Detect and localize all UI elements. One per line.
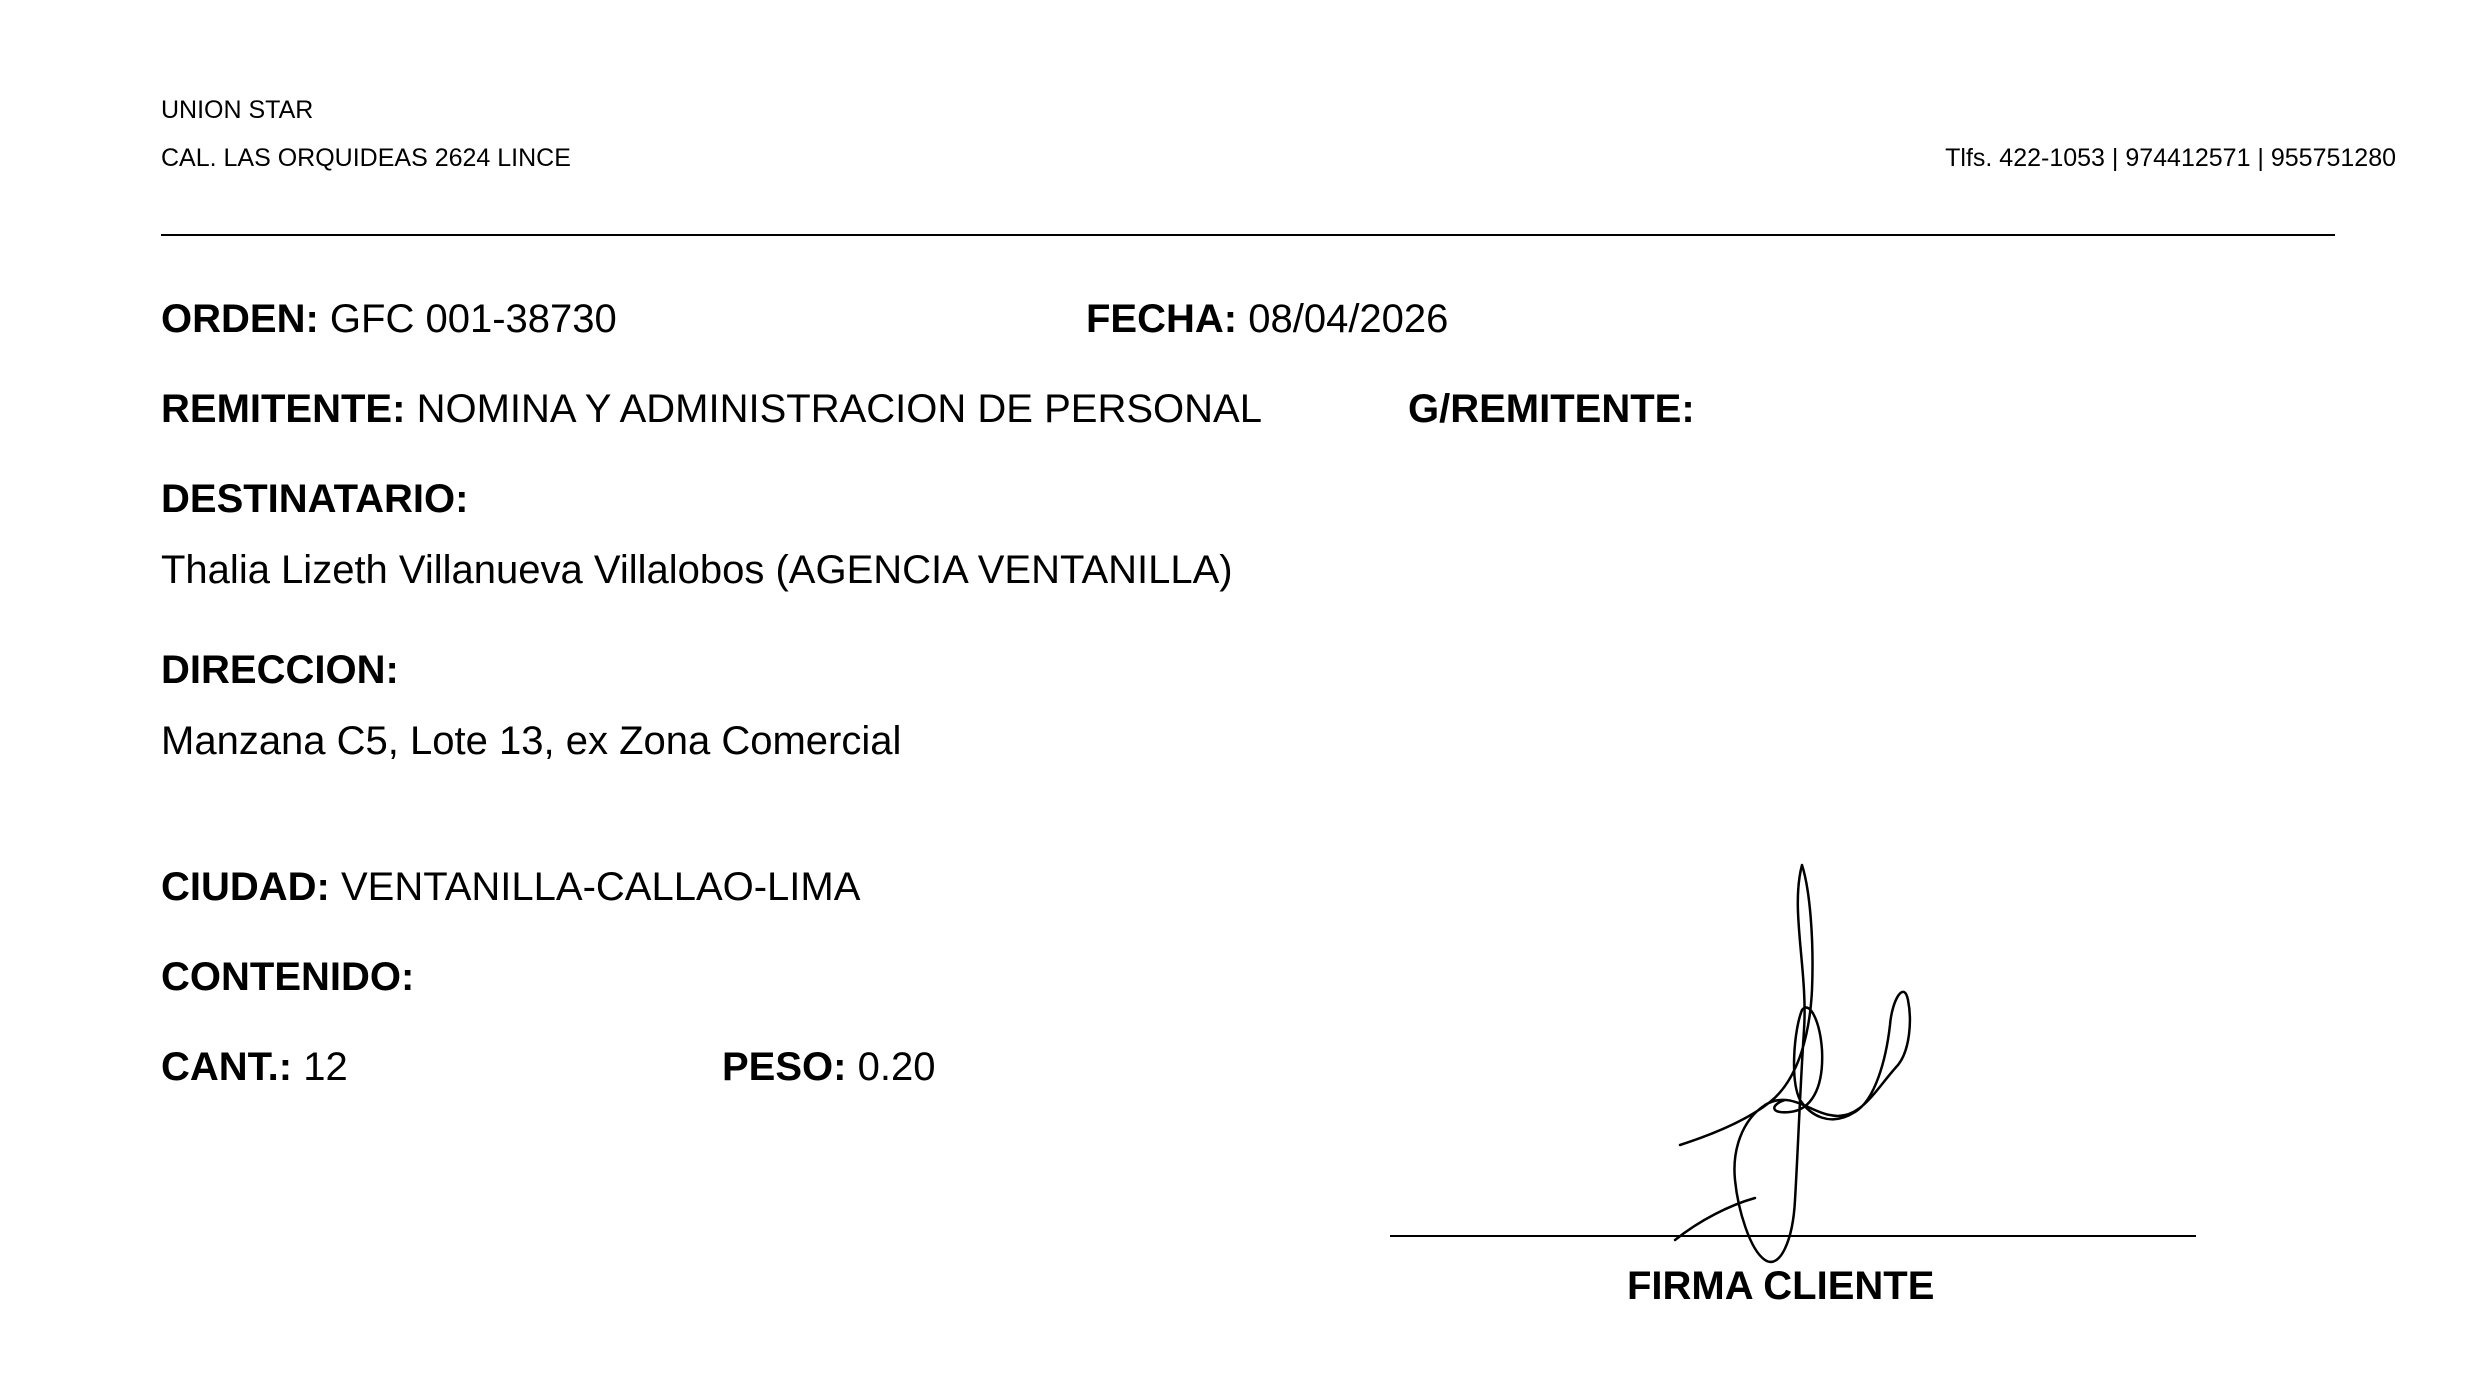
fecha-row	[1086, 295, 1448, 343]
peso-row	[722, 1043, 935, 1091]
ciudad-label: CIUDAD:	[161, 865, 330, 909]
company-name: UNION STAR	[161, 96, 314, 124]
orden-row	[161, 295, 617, 343]
signature-line	[1390, 1235, 2196, 1237]
cant-value: 12	[303, 1045, 348, 1089]
peso-label: PESO:	[722, 1045, 847, 1089]
direccion-label: DIRECCION:	[161, 648, 399, 692]
signature-caption: FIRMA CLIENTE	[1627, 1264, 1935, 1308]
direccion-value: Manzana C5, Lote 13, ex Zona Comercial	[161, 719, 902, 763]
destinatario-value: Thalia Lizeth Villanueva Villalobos (AGENCIA VENTANILLA)	[161, 548, 1233, 592]
contenido-label: CONTENIDO:	[161, 955, 415, 999]
remitente-label: REMITENTE:	[161, 387, 406, 431]
orden-label: ORDEN:	[161, 297, 319, 341]
remitente-value: NOMINA Y ADMINISTRACION DE PERSONAL	[416, 387, 1262, 431]
signature-scribble	[1660, 850, 1960, 1280]
header-divider	[161, 234, 2335, 236]
contenido-row	[161, 953, 414, 1001]
cant-label: CANT.:	[161, 1045, 293, 1089]
peso-value: 0.20	[857, 1045, 936, 1089]
destinatario-label: DESTINATARIO:	[161, 477, 469, 521]
remitente-row	[161, 385, 1262, 433]
ciudad-row	[161, 863, 860, 911]
company-phones: Tlfs. 422-1053 | 974412571 | 955751280	[1945, 144, 2396, 172]
company-address: CAL. LAS ORQUIDEAS 2624 LINCE	[161, 144, 571, 172]
fecha-value: 08/04/2026	[1248, 297, 1449, 341]
orden-value: GFC 001-38730	[329, 297, 617, 341]
g-remitente-row	[1408, 385, 1695, 433]
g-remitente-label: G/REMITENTE:	[1408, 387, 1695, 431]
cant-row	[161, 1043, 348, 1091]
ciudad-value: VENTANILLA-CALLAO-LIMA	[341, 865, 861, 909]
fecha-label: FECHA:	[1086, 297, 1238, 341]
